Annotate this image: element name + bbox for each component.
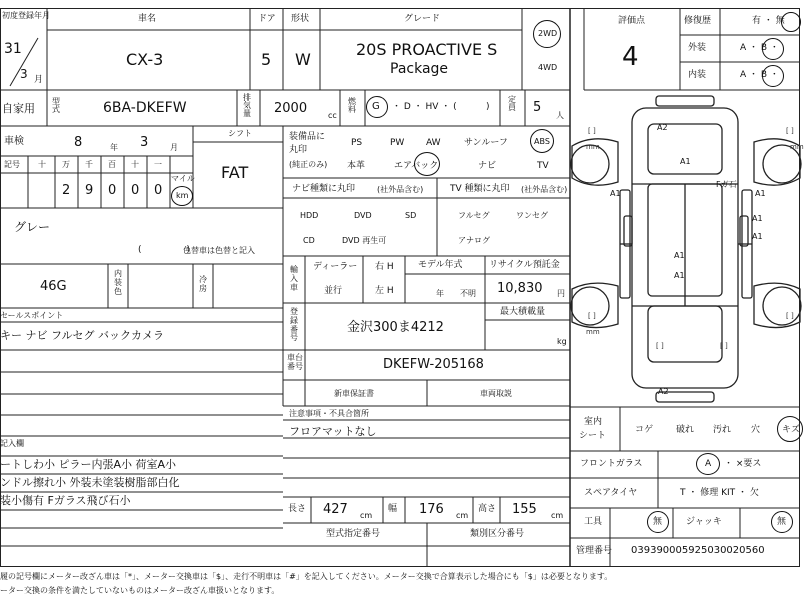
shift-label: シフト bbox=[228, 129, 252, 138]
mileage-note-label: 記号 bbox=[4, 160, 20, 169]
footer-line-2: ーター交換の条件を満たしていないものはメーター改ざん車扱いとなります。 bbox=[0, 586, 280, 595]
equip-leather: 本革 bbox=[347, 161, 366, 171]
mileage-unit-3: 千 bbox=[85, 160, 93, 169]
navi-header: ナビ種類に丸印 bbox=[292, 184, 356, 194]
exterior-circle bbox=[762, 38, 784, 60]
windshield-circled: A bbox=[705, 459, 712, 469]
import-label: 輸入車 bbox=[290, 265, 298, 292]
spare-tire-options: T ・ 修理 KIT ・ 欠 bbox=[680, 488, 759, 498]
mileage-unit-5: 十 bbox=[131, 160, 139, 169]
chassis-number: DKEFW-205168 bbox=[383, 357, 484, 372]
inspection-label: 車検 bbox=[4, 136, 24, 147]
inspection-month-unit: 月 bbox=[170, 143, 178, 152]
seat-scratch: キズ bbox=[782, 425, 800, 435]
equip-ps: PS bbox=[351, 138, 363, 148]
jack-circled: 無 bbox=[777, 517, 787, 527]
selling-points-label: セールスポイント bbox=[0, 311, 64, 320]
color-paren: ( ) bbox=[138, 245, 191, 255]
model-name: CX-3 bbox=[126, 50, 164, 69]
mileage-digit: 2 bbox=[62, 183, 71, 198]
reg-month: 3 bbox=[20, 67, 28, 81]
tv-oneseg: ワンセグ bbox=[516, 211, 548, 220]
mileage-digit: 0 bbox=[154, 183, 163, 198]
cc-unit: cc bbox=[328, 111, 337, 120]
inspector-line-2: ンドル擦れ小 外装未塗装樹脂部白化 bbox=[0, 476, 180, 489]
navi-hdd: HDD bbox=[300, 211, 319, 220]
windshield-rest: ・ ×要ス bbox=[724, 459, 762, 469]
model-name-label: 車名 bbox=[138, 14, 157, 24]
doors-value: 5 bbox=[261, 50, 272, 69]
model-year-value: 不明 bbox=[460, 289, 476, 298]
score-value: 4 bbox=[622, 42, 639, 72]
grade-label: グレード bbox=[404, 14, 441, 24]
usage: 自家用 bbox=[2, 102, 35, 115]
navi-cd: CD bbox=[303, 236, 315, 245]
length-value: 427 bbox=[323, 502, 348, 517]
seat-opt-hole: 穴 bbox=[751, 425, 761, 435]
recycle-value: 10,830 bbox=[497, 281, 543, 296]
equip-tv: TV bbox=[537, 161, 549, 171]
inspector-label: 記入欄 bbox=[0, 439, 24, 448]
repair-value: 有 ・ 無 bbox=[752, 16, 785, 26]
max-load-unit: kg bbox=[557, 337, 567, 346]
equip-abs: ABS bbox=[534, 137, 550, 146]
damage-mark: A1 bbox=[752, 232, 763, 241]
tv-header: TV 種類に丸印 bbox=[450, 184, 510, 194]
mileage-unit-2: 万 bbox=[62, 160, 70, 169]
shape-label: 形状 bbox=[291, 14, 310, 24]
length-label: 長さ bbox=[288, 504, 307, 514]
tv-header-note: (社外品含む) bbox=[521, 185, 568, 194]
damage-mark: A1 bbox=[674, 251, 685, 260]
jack-label: ジャッキ bbox=[686, 517, 722, 527]
drive-4wd: 4WD bbox=[538, 63, 558, 72]
capacity-label: 定員 bbox=[508, 95, 516, 112]
car-damage-diagram bbox=[572, 94, 800, 404]
type-no-label: 型式指定番号 bbox=[326, 529, 381, 539]
mileage-unit-4: 百 bbox=[108, 160, 116, 169]
damage-mark: A1 bbox=[752, 214, 763, 223]
doc-warranty: 新車保証書 bbox=[334, 389, 374, 398]
damage-mark: A1 bbox=[674, 271, 685, 280]
doors-label: ドア bbox=[258, 14, 276, 24]
management-number: 039390005925030020560 bbox=[631, 545, 765, 556]
navi-dvd: DVD bbox=[354, 211, 372, 220]
seat-opt-stain: 汚れ bbox=[713, 425, 732, 435]
interior-value: A ・ B ・ bbox=[740, 70, 779, 80]
displacement: 2000 bbox=[274, 101, 308, 116]
registration-number: 金沢300ま4212 bbox=[347, 320, 444, 335]
inspection-year-unit: 年 bbox=[110, 143, 118, 152]
color-code: 46G bbox=[40, 279, 67, 294]
height-label: 高さ bbox=[478, 504, 497, 514]
tools-label: 工具 bbox=[584, 517, 603, 527]
model-year-unit: 年 bbox=[436, 289, 444, 298]
class-no-label: 類別区分番号 bbox=[470, 529, 525, 539]
mileage-unit-1: 十 bbox=[38, 160, 46, 169]
equip-airbag: エアバック bbox=[394, 161, 439, 171]
dealer: ディーラー bbox=[313, 262, 358, 272]
fuel-options: ・ D ・ HV ・ ( bbox=[392, 102, 457, 112]
navi-dvd-play: DVD 再生可 bbox=[342, 236, 387, 245]
reg-month-unit: 月 bbox=[34, 75, 44, 85]
equipment-label-2: 丸印 bbox=[289, 145, 308, 155]
height-value: 155 bbox=[512, 502, 537, 517]
management-label: 管理番号 bbox=[576, 546, 613, 556]
mileage-unit-6: 一 bbox=[154, 160, 162, 169]
damage-mark: A1 bbox=[755, 189, 766, 198]
navi-sd: SD bbox=[405, 211, 417, 220]
km-label: km bbox=[176, 191, 189, 200]
damage-mark: A2 bbox=[657, 123, 668, 132]
color-value: グレー bbox=[14, 220, 51, 234]
model-year-label: モデル年式 bbox=[418, 260, 463, 270]
drive-2wd: 2WD bbox=[538, 29, 558, 38]
exterior-label: 外装 bbox=[688, 43, 707, 53]
inspection-month: 3 bbox=[140, 135, 149, 150]
chassis-label: 車台番号 bbox=[287, 353, 303, 371]
navi-header-note: (社外品含む) bbox=[377, 185, 424, 194]
seat-label-2: シート bbox=[579, 431, 607, 441]
mileage-digit: 0 bbox=[108, 183, 117, 198]
length-unit: cm bbox=[360, 511, 373, 520]
reg-year: 31 bbox=[4, 41, 22, 57]
width-value: 176 bbox=[419, 502, 444, 517]
fuel-close: ) bbox=[486, 102, 490, 112]
displacement-label: 排気量 bbox=[243, 93, 251, 118]
equipment-label-3: (純正のみ) bbox=[289, 160, 328, 169]
lh: 左 H bbox=[375, 286, 394, 296]
notes-label: 注意事項・不具合箇所 bbox=[289, 409, 369, 418]
interior-label: 内装 bbox=[688, 70, 707, 80]
damage-mark: A1 bbox=[610, 189, 621, 198]
height-unit: cm bbox=[551, 511, 564, 520]
parallel: 並行 bbox=[324, 286, 343, 296]
windshield-label: フロントガラス bbox=[580, 459, 643, 469]
tv-analog: アナログ bbox=[458, 236, 490, 245]
tools-circled: 無 bbox=[653, 517, 663, 527]
interior-color-label: 内装色 bbox=[114, 269, 122, 296]
tv-fullseg: フルセグ bbox=[458, 211, 490, 220]
footer-line-1: 履の記号欄にメーター改ざん車は「*」、メーター交換車は「$」、走行不明車は「#」を記入してください。メーター交換で合算表示した場合にも「$」は必要となります。 bbox=[0, 572, 613, 581]
mileage-digit: 0 bbox=[131, 183, 140, 198]
rh: 右 H bbox=[375, 262, 394, 272]
capacity-unit: 人 bbox=[556, 111, 564, 120]
inspection-year: 8 bbox=[74, 135, 83, 150]
inspector-line-1: ートしわ小 ピラー内張A小 荷室A小 bbox=[0, 458, 177, 471]
max-load-label: 最大積載量 bbox=[500, 307, 546, 317]
fuel-circled: G bbox=[372, 101, 380, 112]
repair-none-circle bbox=[781, 12, 801, 32]
doc-manual: 車両取説 bbox=[480, 389, 512, 398]
mileage-digit: 9 bbox=[85, 183, 94, 198]
selling-points-text: キー ナビ フルセグ バックカメラ bbox=[0, 329, 165, 342]
equip-sunroof: サンルーフ bbox=[464, 138, 508, 148]
ac-label: 冷房 bbox=[199, 275, 207, 293]
width-unit: cm bbox=[456, 511, 469, 520]
inspector-line-3: 装小傷有 Fガラス飛び石小 bbox=[0, 494, 131, 507]
seat-opt-tear: 破れ bbox=[676, 425, 695, 435]
color-note: 色替車は色替と記入 bbox=[183, 246, 255, 255]
interior-circle bbox=[762, 65, 784, 87]
width-label: 幅 bbox=[388, 504, 398, 514]
damage-note: Fガ石 bbox=[716, 180, 737, 189]
damage-mark: A2 bbox=[658, 387, 669, 396]
equip-pw: PW bbox=[390, 138, 405, 148]
fuel-label: 燃料 bbox=[348, 97, 356, 114]
equipment-label-1: 装備品に bbox=[289, 132, 326, 142]
seat-opt-burn: コゲ bbox=[635, 425, 654, 435]
equip-navi: ナビ bbox=[478, 161, 497, 171]
notes-text: フロアマットなし bbox=[289, 425, 377, 438]
reg-year-label: 初度登録年月 bbox=[2, 11, 50, 20]
exterior-value: A ・ B ・ bbox=[740, 43, 779, 53]
recycle-unit: 円 bbox=[557, 289, 565, 298]
mile-label: マイル bbox=[171, 174, 195, 183]
spare-tire-label: スペアタイヤ bbox=[584, 488, 638, 498]
equip-aw: AW bbox=[426, 138, 441, 148]
grade-line2: Package bbox=[390, 61, 449, 77]
registration-label: 登録番号 bbox=[290, 307, 298, 343]
model-code-label: 型式 bbox=[52, 97, 60, 114]
seat-label-1: 室内 bbox=[584, 417, 603, 427]
score-label: 評価点 bbox=[618, 16, 646, 26]
shift-value: FAT bbox=[221, 163, 249, 182]
grade-line1: 20S PROACTIVE S bbox=[356, 40, 498, 59]
model-code: 6BA-DKEFW bbox=[103, 100, 187, 116]
recycle-label: リサイクル預託金 bbox=[489, 260, 560, 270]
shape-value: W bbox=[295, 50, 311, 69]
damage-mark: A1 bbox=[680, 157, 691, 166]
repair-label: 修復歴 bbox=[684, 16, 712, 26]
capacity: 5 bbox=[533, 100, 542, 115]
